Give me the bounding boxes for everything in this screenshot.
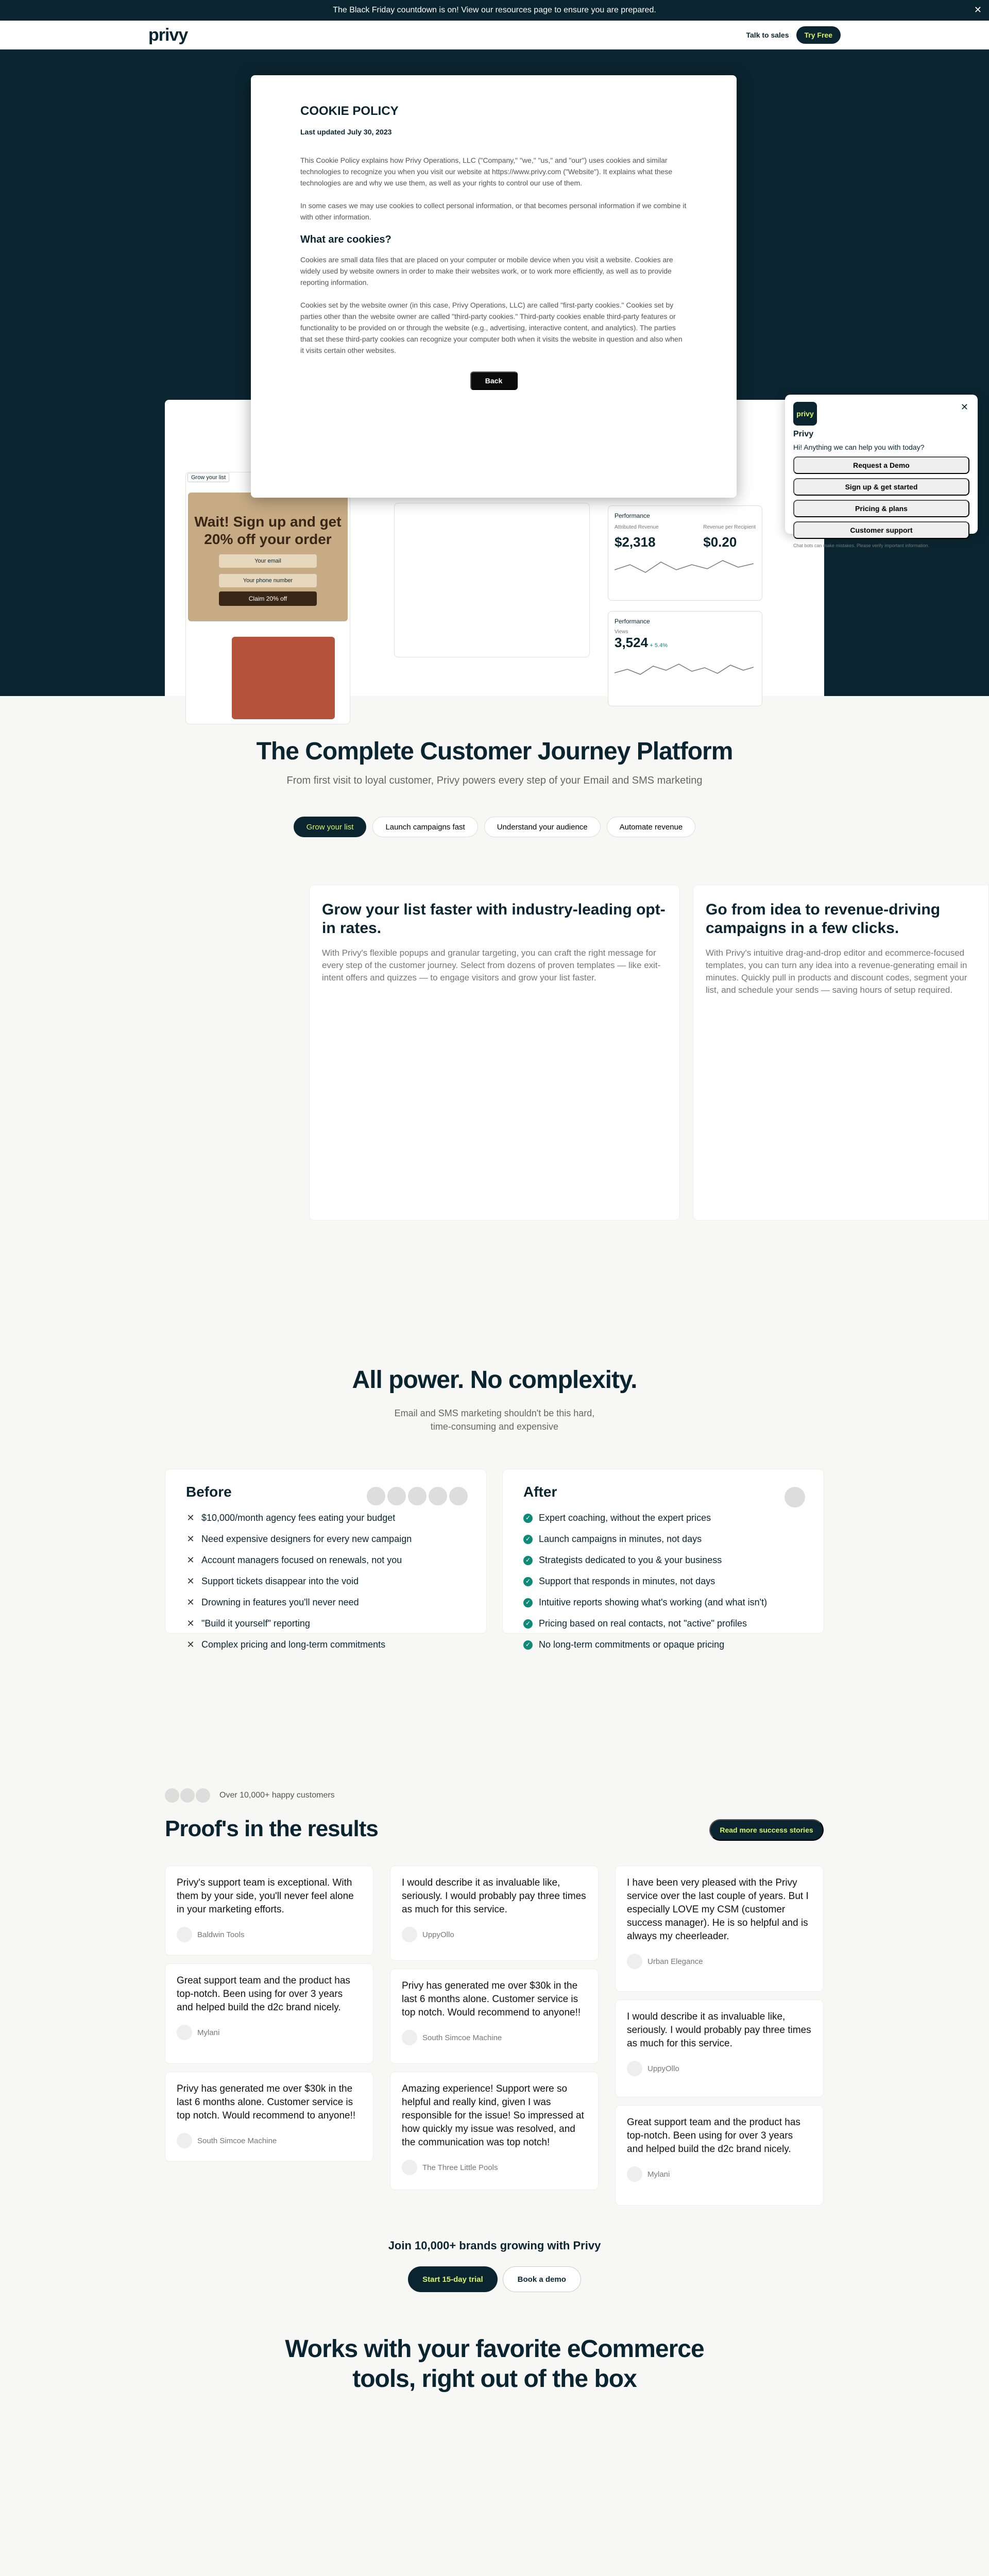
list-item: ✕ "Build it yourself" reporting: [186, 1613, 466, 1634]
brand-logo-icon: [402, 1927, 417, 1942]
chat-option-pricing[interactable]: Pricing & plans: [793, 500, 969, 517]
journey-title: The Complete Customer Journey Platform: [256, 738, 733, 765]
list-item: ✕ Complex pricing and long-term commitments: [186, 1634, 466, 1655]
chat-avatar: privy: [793, 402, 817, 426]
x-icon: ✕: [186, 1597, 195, 1607]
grow-list-tag: Grow your list: [187, 473, 229, 482]
testimonial-card: I would describe it as invaluable like, seriously. I would probably pay three times as much for this service. UppyOllo: [390, 1866, 599, 1961]
list-item: ✕ Account managers focused on renewals, not you: [186, 1550, 466, 1571]
join-heading: Join 10,000+ brands growing with Privy: [388, 2239, 601, 2252]
cookie-updated: Last updated July 30, 2023: [300, 128, 392, 136]
list-item: ✕ $10,000/month agency fees eating your budget: [186, 1507, 466, 1529]
tab-understand-audience[interactable]: Understand your audience: [484, 817, 601, 837]
list-item: ✓ Intuitive reports showing what's working (and what isn't): [523, 1592, 803, 1613]
happy-customers: Over 10,000+ happy customers: [165, 1788, 335, 1803]
check-icon: ✓: [523, 1556, 533, 1565]
cookie-paragraph-3: Cookies are small data files that are placed on your computer or mobile device when you visit a website. Cookies are widely used by website owners in order to make their websites work, or to work more efficiently, as well as to provide reporting information.: [300, 256, 673, 286]
tab-automate-revenue[interactable]: Automate revenue: [607, 817, 696, 837]
testimonial-card: I would describe it as invaluable like, seriously. I would probably pay three times as much for this service. UppyOllo: [615, 1999, 824, 2097]
tab-grow-list[interactable]: Grow your list: [294, 817, 367, 837]
revenue-sparkline: [615, 554, 754, 580]
testimonial-card: Privy has generated me over $30k in the last 6 months alone. Customer service is top notch. Would recommend to anyone!! South Simcoe Machine: [165, 2072, 373, 2162]
popup-title: Wait! Sign up and get 20% off your order: [194, 514, 342, 547]
cookie-policy-modal: [251, 75, 737, 498]
hero-section: [0, 49, 989, 696]
list-item: ✓ Pricing based on real contacts, not "active" profiles: [523, 1613, 803, 1634]
announcement-text[interactable]: The Black Friday countdown is on! View our resources page to ensure you are prepared.: [333, 6, 656, 14]
check-icon: ✓: [523, 1598, 533, 1607]
card-body: With Privy's flexible popups and granular targeting, you can craft the right message for every step of the customer journey. Select from dozens of proven templates — like exit-intent offers and quizzes — to engage visitors and grow your list faster.: [322, 948, 661, 982]
popup-email-field: Your email: [219, 554, 317, 568]
email-editor-preview: [394, 503, 590, 657]
perf-title: Performance: [615, 512, 650, 519]
cookie-paragraph-2: In some cases we may use cookies to collect personal information, or that becomes personal information if we combine it with other information.: [300, 201, 687, 221]
chat-option-support[interactable]: Customer support: [793, 521, 969, 539]
check-icon: ✓: [523, 1535, 533, 1544]
x-icon: ✕: [186, 1513, 195, 1523]
x-icon: ✕: [186, 1618, 195, 1629]
signup-popup-preview: [188, 493, 348, 621]
cookie-title: COOKIE POLICY: [300, 104, 399, 118]
check-icon: ✓: [523, 1619, 533, 1629]
x-icon: ✕: [186, 1576, 195, 1586]
chat-option-demo[interactable]: Request a Demo: [793, 456, 969, 474]
testimonial-card: Privy's support team is exceptional. With them by your side, you'll never feel alone in your marketing efforts. Baldwin Tools: [165, 1866, 373, 1956]
brand-logo-icon: [627, 2166, 642, 2182]
attributed-revenue-label: Attributed Revenue: [615, 524, 659, 530]
views-delta: + 5.4%: [650, 642, 668, 649]
brand-logo-icon: [627, 2061, 642, 2076]
x-icon: ✕: [186, 1534, 195, 1544]
perf-title-2: Performance: [615, 618, 650, 625]
revenue-per-recipient-label: Revenue per Recipient: [703, 524, 756, 530]
list-item: ✕ Support tickets disappear into the void: [186, 1571, 466, 1592]
views-label: Views: [615, 629, 628, 635]
ba-subtitle-2: time-consuming and expensive: [430, 1421, 559, 1432]
talk-to-sales-link[interactable]: Talk to sales: [746, 31, 789, 39]
performance-card-revenue: [608, 505, 762, 601]
revenue-per-recipient-value: $0.20: [703, 534, 737, 550]
try-free-button[interactable]: Try Free: [796, 26, 841, 44]
journey-tabs: [294, 817, 695, 837]
testimonial-card: Great support team and the product has top-notch. Been using for over 3 years and helped build the d2c brand nicely. Mylani: [615, 2105, 824, 2206]
integrations-title-1: Works with your favorite eCommerce: [285, 2335, 704, 2363]
chat-question: Hi! Anything we can help you with today?: [793, 443, 925, 451]
card-body: With Privy's intuitive drag-and-drop editor and ecommerce-focused templates, you can turn any idea into a revenue-generating email in minutes. Quickly pull in products and discount codes, segment your list, and schedule your sends — saving hours of setup required.: [706, 948, 967, 995]
ba-title: All power. No complexity.: [352, 1366, 637, 1394]
cookie-paragraph-1: This Cookie Policy explains how Privy Operations, LLC ("Company," "we," "us," and "our") uses cookies and similar technologies to recognize you when you visit our website at https://www.privy.com ("Website"). It explains what these technologies are and why we use them, as well as your rights to control our use of them.: [300, 156, 673, 187]
check-icon: ✓: [523, 1577, 533, 1586]
list-item: ✓ Strategists dedicated to you & your business: [523, 1550, 803, 1571]
card-title: Grow your list faster with industry-leading opt-in rates.: [322, 901, 666, 937]
check-icon: ✓: [523, 1514, 533, 1523]
chat-close-icon[interactable]: ✕: [960, 402, 968, 412]
before-after-section: [0, 1340, 989, 1788]
announcement-bar: [0, 0, 989, 21]
popup-claim-button: Claim 20% off: [219, 591, 317, 606]
chat-widget: [785, 395, 978, 548]
testimonial-card: Great support team and the product has top-notch. Been using for over 3 years and helped build the d2c brand nicely. Mylani: [165, 1963, 373, 2064]
cookie-subtitle: What are cookies?: [300, 234, 391, 245]
chat-disclaimer: Chat bots can make mistakes. Please verify important information.: [793, 543, 930, 548]
testimonial-card: I have been very pleased with the Privy service over the last couple of years. But I especially LOVE my CSM (customer success manager). He is so helpful and is always my cheerleader. Urban Elegance: [615, 1866, 824, 1992]
brand-logo-icon: [177, 1927, 192, 1942]
before-avatars: [367, 1487, 468, 1505]
brand-logo-icon: [402, 2030, 417, 2045]
list-item: ✓ Expert coaching, without the expert prices: [523, 1507, 803, 1529]
journey-section: [0, 696, 989, 1340]
privy-logo[interactable]: privy: [148, 25, 188, 45]
brand-logo-icon: [402, 2160, 417, 2175]
ba-subtitle-1: Email and SMS marketing shouldn't be this hard,: [394, 1408, 595, 1418]
brand-logo-icon: [177, 2133, 192, 2148]
journey-card-campaigns: [693, 885, 989, 1221]
after-title: After: [523, 1484, 557, 1500]
testimonial-card: Privy has generated me over $30k in the last 6 months alone. Customer service is top notch. Would recommend to anyone!! South Simcoe Machine: [390, 1969, 599, 2064]
read-more-stories-button[interactable]: Read more success stories: [709, 1819, 824, 1841]
cookie-paragraph-4: Cookies set by the website owner (in this case, Privy Operations, LLC) are called "first-party cookies." Cookies set by parties other than the website owner are called "third-party cookies." Third-party cookies enable third-party features or functionality to be provided on or through the website (e.g., advertising, interactive content, and analytics). The parties that set these third-party cookies can recognize your computer both when it visits the website in question and also when it visits certain other websites.: [300, 301, 683, 354]
x-icon: ✕: [186, 1639, 195, 1650]
views-sparkline: [615, 655, 754, 683]
attributed-revenue-value: $2,318: [615, 534, 656, 550]
list-item: ✕ Drowning in features you'll never need: [186, 1592, 466, 1613]
book-demo-button[interactable]: Book a demo: [503, 2266, 581, 2292]
check-icon: ✓: [523, 1640, 533, 1650]
chat-name: Privy: [793, 430, 814, 438]
back-button[interactable]: Back: [470, 371, 518, 390]
list-item: ✕ Need expensive designers for every new campaign: [186, 1529, 466, 1550]
integrations-section: [0, 2303, 989, 2576]
card-title: Go from idea to revenue-driving campaigns in a few clicks.: [706, 901, 941, 937]
performance-card-views: [608, 611, 762, 706]
after-panel: [502, 1469, 824, 1650]
journey-subtitle: From first visit to loyal customer, Privy powers every step of your Email and SMS marketing: [286, 775, 703, 786]
site-header: [0, 21, 989, 49]
brand-logo-icon: [627, 1954, 642, 1969]
testimonial-card: Amazing experience! Support were so helpful and really kind, given I was responsible for the issue! So impressed at how quickly my issue was resolved, and the communication was top notch! The Three Little Pools: [390, 2072, 599, 2190]
before-panel: [165, 1469, 487, 1650]
proof-section: [0, 1788, 989, 2303]
start-trial-button[interactable]: Start 15-day trial: [408, 2266, 498, 2292]
close-icon[interactable]: ✕: [974, 5, 982, 15]
brand-logo-icon: [177, 2025, 192, 2040]
x-icon: ✕: [186, 1555, 195, 1565]
before-title: Before: [186, 1484, 232, 1500]
popup-phone-field: Your phone number: [219, 574, 317, 587]
list-item: ✓ No long-term commitments or opaque pricing: [523, 1634, 803, 1655]
proof-title: Proof's in the results: [165, 1816, 378, 1841]
views-value: 3,524: [615, 635, 649, 650]
chat-option-signup[interactable]: Sign up & get started: [793, 478, 969, 496]
list-item: ✓ Support that responds in minutes, not days: [523, 1571, 803, 1592]
integrations-title-2: tools, right out of the box: [352, 2365, 637, 2393]
tab-launch-campaigns[interactable]: Launch campaigns fast: [372, 817, 478, 837]
list-item: ✓ Launch campaigns in minutes, not days: [523, 1529, 803, 1550]
after-avatar: [785, 1487, 805, 1507]
journey-card-grow: [309, 885, 680, 1221]
